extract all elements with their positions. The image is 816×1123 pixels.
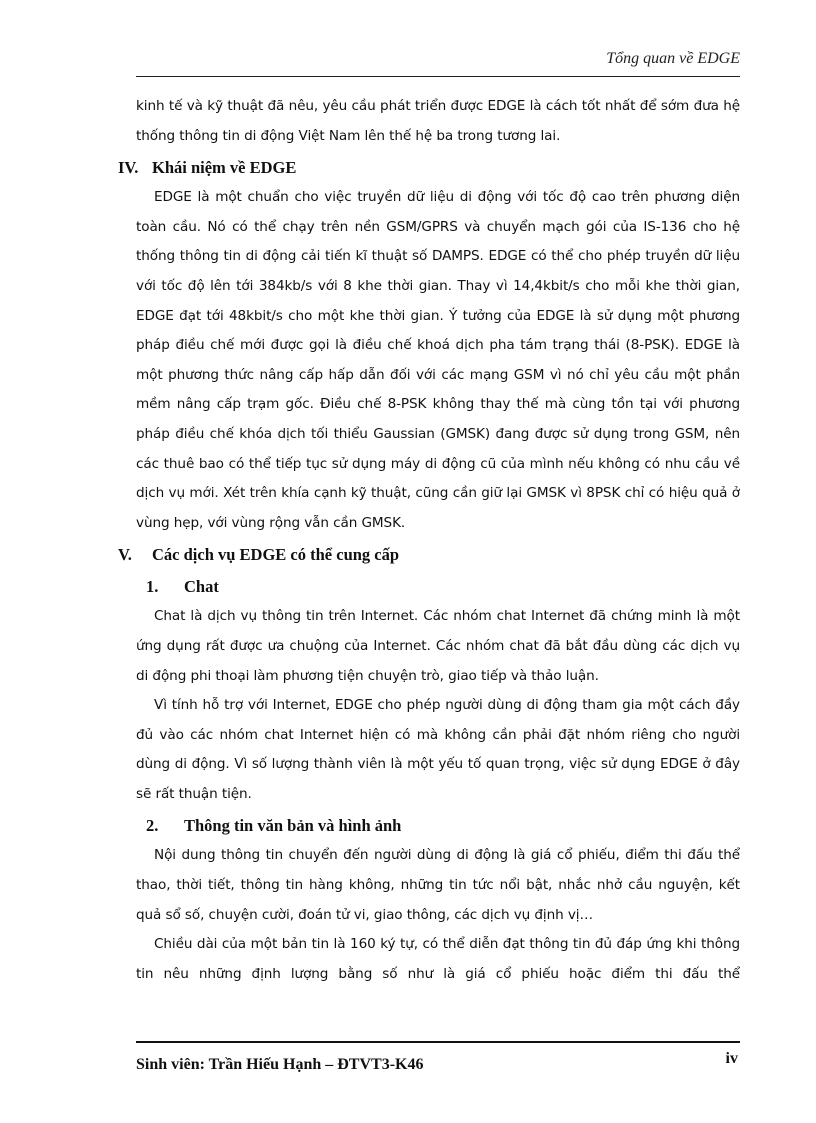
section-title: Các dịch vụ EDGE có thể cung cấp: [152, 545, 400, 565]
text-image-paragraph-2: Chiều dài của một bản tin là 160 ký tự, có thể diễn đạt thông tin đủ đáp ứng khi thông tin nêu những định lượng bằng số như là giá cổ phiếu hoặc điểm thi đấu thể: [136, 936, 740, 982]
chat-paragraph-1: Chat là dịch vụ thông tin trên Internet. Các nhóm chat Internet đã chứng minh là một ứng dụng rất được ưa chuộng của Internet. Các nhóm chat đã bắt đầu dùng các dịch vụ di động phi thoại làm phương tiện chuyện trò, giao tiếp và thảo luận.: [136, 608, 740, 684]
footer-divider: [136, 1041, 740, 1043]
subsection-heading-text-image: [146, 811, 740, 841]
chat-paragraph-2: Vì tính hỗ trợ với Internet, EDGE cho phép người dùng di động tham gia một cách đầy đủ vào các nhóm chat Internet hiện có mà không cần phải đặt nhóm riêng cho người dùng di động. Vì số lượng thành viên là một yếu tố quan trọng, việc sử dụng EDGE ở đây sẽ rất thuận tiện.: [136, 697, 740, 802]
running-header-title: Tổng quan về EDGE: [606, 50, 740, 67]
footer-author: Sinh viên: Trần Hiếu Hạnh – ĐTVT3-K46: [136, 1056, 424, 1073]
page-body: [118, 92, 740, 989]
subsection-title: Chat: [184, 577, 219, 597]
text-image-paragraph-1: Nội dung thông tin chuyển đến người dùng di động là giá cổ phiếu, điểm thi đấu thể thao, thời tiết, thông tin hàng không, những tin tức nổi bật, nhắc nhở cầu nguyện, kết quả sổ số, chuyện cười, đoán tử vi, giao thông, các dịch vụ định vị…: [136, 847, 740, 923]
section-heading-v: [118, 540, 740, 570]
page-number: iv: [725, 1050, 738, 1067]
section-title: Khái niệm về EDGE: [152, 158, 297, 178]
continuation-paragraph: kinh tế và kỹ thuật đã nêu, yêu cầu phát triển được EDGE là cách tốt nhất để sớm đưa hệ thống thông tin di động Việt Nam lên thế hệ ba trong tương lai.: [136, 98, 740, 144]
section-number: V.: [118, 545, 132, 565]
subsection-title: Thông tin văn bản và hình ảnh: [184, 816, 402, 836]
header-divider: [136, 76, 740, 77]
subsection-number: 2.: [146, 816, 159, 836]
subsection-heading-chat: [146, 572, 740, 602]
subsection-number: 1.: [146, 577, 159, 597]
section-heading-iv: [118, 153, 740, 183]
section-number: IV.: [118, 158, 139, 178]
edge-concept-paragraph: EDGE là một chuẩn cho việc truyền dữ liệu di động với tốc độ cao trên phương diện toàn cầu. Nó có thể chạy trên nền GSM/GPRS và chuyển mạch gói của IS-136 cho hệ thống thông tin di động cải tiến kĩ thuật số DAMPS. EDGE có thể cho phép truyền dữ liệu với tốc độ lên tới 384kb/s với 8 khe thời gian. Thay vì 14,4kbit/s cho mỗi khe thời gian, EDGE đạt tới 48kbit/s cho một khe thời gian. Ý tưởng của EDGE là sử dụng một phương pháp điều chế mới được gọi là điều chế khoá dịch pha tám trạng thái (8-PSK). EDGE là một phương thức nâng cấp hấp dẫn đối với các mạng GSM vì nó chỉ yêu cầu một phần mềm nâng cấp trạm gốc. Điều chế 8-PSK không thay thế mà cùng tồn tại với phương pháp điều chế khóa dịch tối thiểu Gaussian (GMSK) đang được sử dụng trong GSM, nên các thuê bao có thể tiếp tục sử dụng máy di động cũ của mình nếu không có nhu cầu về dịch vụ mới. Xét trên khía cạnh kỹ thuật, cũng cần giữ lại GMSK vì 8PSK chỉ có hiệu quả ở vùng hẹp, với vùng rộng vẫn cần GMSK.: [136, 189, 740, 531]
